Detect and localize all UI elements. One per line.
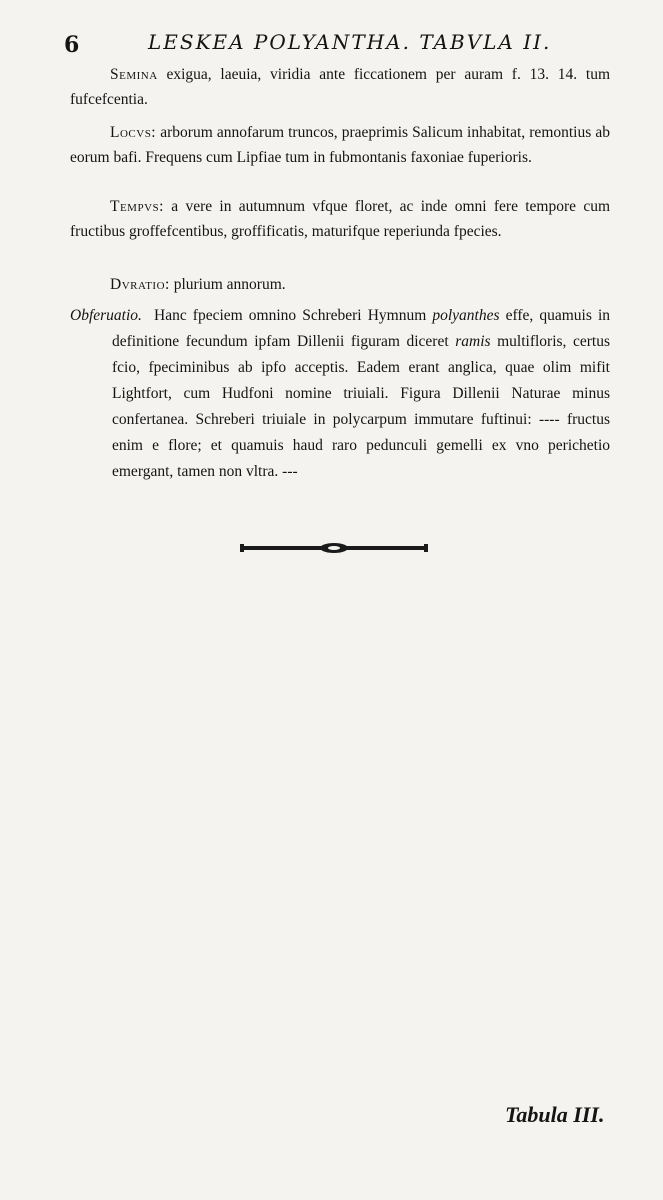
observatio-text-a: Hanc fpeciem omnino Schreberi Hymnum bbox=[154, 307, 427, 324]
tempus-label: Tempvs: bbox=[110, 198, 164, 215]
observatio-paragraph bbox=[70, 303, 610, 485]
locus-text: arborum annofarum truncos, praeprimis Salicum inhabitat, remontius ab eorum bafi. Frequens cum Lipfiae tum in fubmontanis faxoniae fuperioris. bbox=[70, 124, 611, 166]
semina-label: Semina bbox=[110, 66, 158, 83]
observatio-text-b: effe, quamuis in definitione fecundum ipfam Dillenii figuram diceret bbox=[112, 307, 611, 350]
duratio-label: Dvratio: bbox=[110, 276, 170, 293]
observatio-italic-ramis: ramis bbox=[455, 333, 491, 350]
observatio-text-c: multifloris, certus fcio, fpeciminibus ab ipfo acceptis. Eadem erant anglica, quae olim mifit Lightfort, cum Hudfoni nomine triuiali. Figura Dillenii Naturae minus confertanea. Schreberi triuiale in polycarpum immutare fuftinui: ---- fructus enim e flore; et quamuis haud raro pedunculi gemelli ex vno perichetio emergant, tamen non vltra. --- bbox=[112, 333, 610, 480]
ornament-rule bbox=[240, 541, 428, 555]
catchword: Tabula III. bbox=[505, 1102, 605, 1127]
observatio-italic-polyanthes: polyanthes bbox=[432, 307, 500, 324]
duratio-paragraph bbox=[70, 272, 610, 297]
tempus-text: a vere in autumnum vfque floret, ac inde omni fere tempore cum fructibus groffefcentibus, groffificatis, maturifque reperiunda fpecies. bbox=[70, 198, 611, 240]
page-number: 6 bbox=[64, 32, 80, 58]
observatio-body bbox=[112, 303, 610, 485]
locus-label: Locvs: bbox=[110, 124, 157, 141]
semina-text: exigua, laeuia, viridia ante ficcationem per auram f. 13. 14. tum fufcefcentia. bbox=[70, 66, 610, 108]
locus-paragraph bbox=[70, 120, 610, 170]
observatio-label: Obferuatio. bbox=[70, 307, 142, 324]
duratio-text: plurium annorum. bbox=[173, 276, 286, 293]
tempus-paragraph bbox=[70, 194, 610, 244]
running-head: LESKEA POLYANTHA. TABVLA II. bbox=[148, 30, 552, 54]
semina-paragraph bbox=[70, 62, 610, 112]
page-header bbox=[0, 28, 663, 58]
